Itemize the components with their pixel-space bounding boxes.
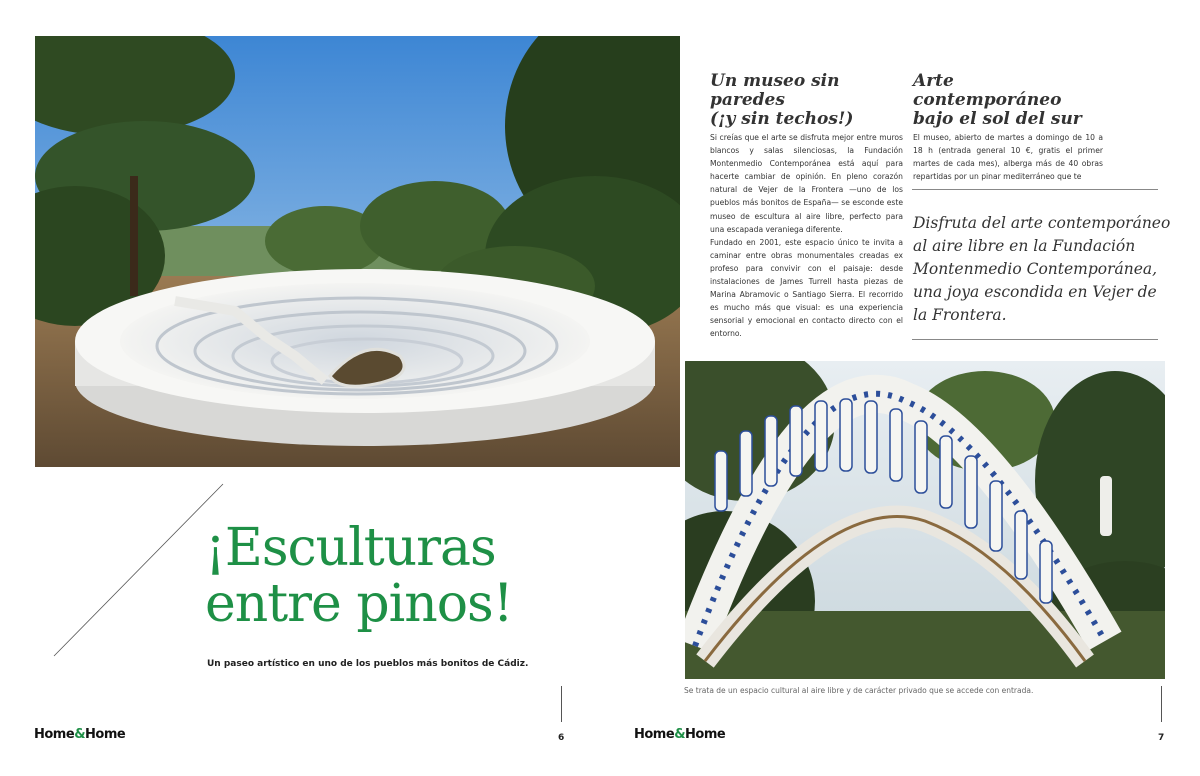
- section-1-body-2: Fundado en 2001, este espacio único te invita a caminar entre obras monumentales creadas ex profeso para convivir con el paisaje: desde instalaciones de James Turrell hasta piezas de Marina Abramovic o Santiago Sierra. El recorrido es mucho más que visual: es una experiencia sensorial y emocional en contacto directo con el entorno.: [710, 237, 903, 339]
- logo-part-1: Home: [34, 727, 75, 742]
- section-2-title-line-1: Arte contemporáneo: [913, 71, 1062, 110]
- divider-bottom: [912, 339, 1158, 340]
- sculpture-photo: [35, 36, 680, 467]
- magazine-logo-right: [634, 727, 725, 742]
- logo-part-2: Home: [685, 727, 726, 742]
- headline-line-1: ¡Esculturas: [205, 518, 496, 578]
- article-column-2: [913, 72, 1103, 183]
- divider-top: [912, 189, 1158, 190]
- section-2-title-line-2: bajo el sol del sur: [913, 109, 1082, 129]
- section-2-title: [913, 72, 1103, 129]
- section-1-title-line-2: (¡y sin techos!): [710, 109, 854, 129]
- porcelain-bridge-photo: [685, 361, 1165, 679]
- page-number-right: 7: [1158, 733, 1165, 743]
- photo-caption: Se trata de un espacio cultural al aire libre y de carácter privado que se accede con entrada.: [684, 686, 1034, 695]
- logo-ampersand: &: [674, 727, 686, 742]
- section-1-body: Si creías que el arte se disfruta mejor entre muros blancos y salas silenciosas, la Fundación Montenmedio Contemporánea está aquí para hacerte cambiar de opinión. En pleno corazón natural de Vejer de la Frontera —uno de los pueblos más bonitos de España— se esconde este museo de escultura al aire libre, perfecto para una escapada veraniega diferente.: [710, 133, 903, 234]
- subheadline: Un paseo artístico en uno de los pueblos más bonitos de Cádiz.: [207, 659, 529, 669]
- pull-quote: Disfruta del arte contemporáneo al aire libre en la Fundación Montenmedio Contemporánea, una joya escondida en Vejer de la Frontera.: [913, 214, 1171, 324]
- footer-divider-right: [1161, 686, 1162, 722]
- page-number-left: 6: [558, 733, 565, 743]
- section-1-title-line-1: Un museo sin paredes: [710, 71, 840, 110]
- section-2-body: El museo, abierto de martes a domingo de 10 a 18 h (entrada general 10 €, gratis el primer martes de cada mes), alberga más de 40 obras repartidas por un pinar mediterráneo que te: [913, 133, 1103, 182]
- headline-line-2: entre pinos!: [205, 574, 513, 634]
- logo-part-1: Home: [634, 727, 675, 742]
- headline: [205, 520, 625, 632]
- logo-part-2: Home: [85, 727, 126, 742]
- section-1-title: [710, 72, 903, 129]
- magazine-logo-left: [34, 727, 125, 742]
- logo-ampersand: &: [74, 727, 86, 742]
- footer-divider-left: [561, 686, 562, 722]
- article-column-1: [710, 72, 903, 341]
